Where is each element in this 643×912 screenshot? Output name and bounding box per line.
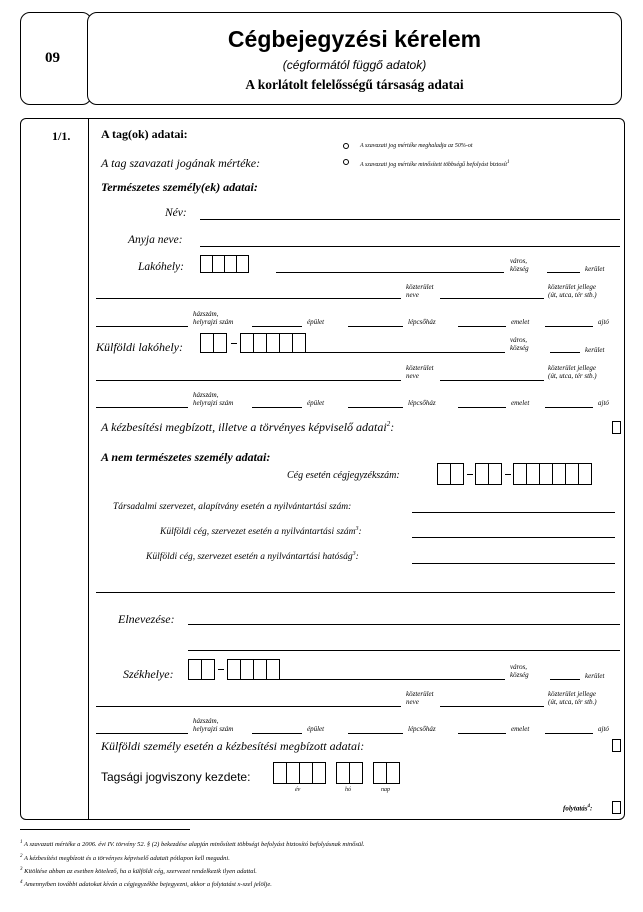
seat-country-box-2[interactable]: [201, 659, 215, 680]
company-reg-box-1[interactable]: [437, 463, 451, 485]
foreign-auth-label: Külföldi cég, szervezet esetén a nyilvántartási hatóság$^3$:: [146, 551, 359, 563]
foreign-agent-checkbox[interactable]: [612, 739, 621, 752]
company-reg-box-3[interactable]: [475, 463, 489, 485]
footnote-divider: [20, 829, 190, 830]
building-field[interactable]: [252, 326, 302, 327]
continuation-checkbox[interactable]: [612, 801, 621, 814]
foreign-agent-label: Külföldi személy esetén a kézbesítési megbízott adatai:: [101, 739, 365, 753]
day-box-2[interactable]: [386, 762, 400, 784]
foreign-building-label: épület: [307, 399, 325, 407]
company-reg-box-2[interactable]: [450, 463, 464, 485]
agent-label: A kézbesítési megbízott, illetve a törvényes képviselő adatai$^2$:: [101, 420, 395, 434]
district-field[interactable]: [547, 272, 580, 273]
continuation-label: folytatás$^4$:: [563, 804, 593, 813]
foreign-country-box-2[interactable]: [213, 333, 227, 353]
city-label: város, község: [510, 257, 529, 273]
seat-staircase-label: lépcsőház: [408, 725, 436, 733]
voting-option-1-label: A szavazati jog mértéke meghaladja az 50%-ot: [360, 143, 473, 149]
seat-staircase-field[interactable]: [348, 733, 403, 734]
name-label: Név:: [165, 207, 187, 219]
city-field[interactable]: [276, 272, 504, 273]
mother-name-field[interactable]: [200, 246, 620, 247]
foreign-reg-field[interactable]: [412, 537, 615, 538]
company-reg-box-10[interactable]: [578, 463, 592, 485]
seat-country-box-1[interactable]: [188, 659, 202, 680]
company-reg-box-4[interactable]: [488, 463, 502, 485]
seat-street-type-field[interactable]: [440, 706, 544, 707]
seat-street-name-label: közterület neve: [406, 690, 434, 706]
street-type-label: közterület jellege (út, utca, tér stb.): [548, 283, 597, 299]
day-label: nap: [381, 787, 390, 793]
company-reg-dash-2: [505, 474, 511, 475]
seat-city-field[interactable]: [280, 679, 505, 680]
foreign-postcode-box-4[interactable]: [279, 333, 293, 353]
foreign-postcode-box-5[interactable]: [292, 333, 306, 353]
footnote-3: $^3$ Kitöltése abban az esetben kötelező, ha a külföldi cég, szervezet rendelkezik ilyen adattal.: [20, 867, 257, 876]
seat-city-label: város, község: [510, 663, 529, 679]
foreign-staircase-field[interactable]: [348, 407, 403, 408]
foreign-street-type-field[interactable]: [440, 380, 544, 381]
footnote-1: $^1$ A szavazati mértéke a 2006. évi IV. törvény 52. § (2) bekezdése alapján minősített többségi befolyást biztosító befolyásnak minősül.: [20, 840, 365, 849]
company-reg-box-7[interactable]: [539, 463, 553, 485]
page-subtitle: (cégformától függő adatok): [282, 58, 427, 72]
voting-label: A tag szavazati jogának mértéke:: [101, 156, 261, 170]
org-reg-label: Társadalmi szervezet, alapítvány esetén a nyilvántartási szám:: [113, 502, 352, 512]
foreign-street-name-label: közterület neve: [406, 364, 434, 380]
foreign-city-field[interactable]: [306, 352, 505, 353]
seat-house-number-label: házszám, helyrajzi szám: [193, 717, 234, 733]
foreign-street-name-field[interactable]: [96, 380, 401, 381]
org-reg-field[interactable]: [412, 512, 615, 513]
seat-building-field[interactable]: [252, 733, 302, 734]
seat-district-label: kerület: [585, 672, 605, 680]
seat-postcode-box-4[interactable]: [266, 659, 280, 680]
page-title: Cégbejegyzési kérelem: [227, 26, 482, 52]
seat-door-label: ajtó: [598, 725, 609, 733]
legal-name-field-1[interactable]: [188, 624, 620, 625]
agent-checkbox[interactable]: [612, 421, 621, 434]
building-label: épület: [307, 318, 325, 326]
foreign-city-label: város, község: [510, 336, 529, 352]
company-reg-dash-1: [467, 474, 473, 475]
year-box-1[interactable]: [273, 762, 287, 784]
foreign-floor-field[interactable]: [458, 407, 506, 408]
staircase-label: lépcsőház: [408, 318, 436, 326]
company-reg-box-6[interactable]: [526, 463, 540, 485]
foreign-postcode-box-2[interactable]: [253, 333, 267, 353]
foreign-district-field[interactable]: [550, 352, 580, 353]
foreign-house-number-field[interactable]: [96, 407, 188, 408]
seat-floor-field[interactable]: [458, 733, 506, 734]
district-label: kerület: [585, 265, 605, 273]
street-name-field[interactable]: [96, 298, 401, 299]
door-field[interactable]: [545, 326, 593, 327]
house-number-field[interactable]: [96, 326, 188, 327]
legal-name-label: Elnevezése:: [118, 612, 175, 626]
seat-label: Székhelye:: [123, 667, 174, 681]
foreign-house-number-label: házszám, helyrajzi szám: [193, 391, 234, 407]
mother-name-label: Anyja neve:: [128, 234, 183, 246]
voting-option-1-radio[interactable]: [343, 143, 349, 149]
foreign-staircase-label: lépcsőház: [408, 399, 436, 407]
month-box-2[interactable]: [349, 762, 363, 784]
month-box-1[interactable]: [336, 762, 350, 784]
seat-district-field[interactable]: [550, 679, 580, 680]
floor-label: emelet: [511, 318, 530, 326]
postcode-box-4[interactable]: [236, 255, 249, 273]
year-box-4[interactable]: [312, 762, 326, 784]
foreign-auth-field[interactable]: [412, 563, 615, 564]
seat-postcode-box-1[interactable]: [227, 659, 241, 680]
foreign-door-label: ajtó: [598, 399, 609, 407]
seat-door-field[interactable]: [545, 733, 593, 734]
month-label: hó: [345, 787, 351, 793]
street-name-label: közterület neve: [406, 283, 434, 299]
section-number: 1/1.: [52, 129, 71, 143]
street-type-field[interactable]: [440, 298, 544, 299]
company-reg-box-8[interactable]: [552, 463, 566, 485]
seat-house-number-field[interactable]: [96, 733, 188, 734]
day-box-1[interactable]: [373, 762, 387, 784]
floor-field[interactable]: [458, 326, 506, 327]
door-label: ajtó: [598, 318, 609, 326]
legal-heading: A nem természetes személy adatai:: [101, 450, 271, 464]
year-box-3[interactable]: [299, 762, 313, 784]
seat-street-name-field[interactable]: [96, 706, 401, 707]
name-field[interactable]: [200, 219, 620, 220]
voting-option-2-label: A szavazati jog mértéke minősített többségű befolyást biztosít$^1$: [360, 160, 510, 168]
foreign-dash: [231, 343, 237, 344]
seat-postcode-box-2[interactable]: [240, 659, 254, 680]
seat-floor-label: emelet: [511, 725, 530, 733]
company-reg-box-9[interactable]: [565, 463, 579, 485]
foreign-country-box-1[interactable]: [200, 333, 214, 353]
foreign-door-field[interactable]: [545, 407, 593, 408]
legal-name-field-2[interactable]: [188, 650, 620, 651]
seat-dash: [218, 669, 224, 670]
seat-building-label: épület: [307, 725, 325, 733]
year-box-2[interactable]: [286, 762, 300, 784]
foreign-floor-label: emelet: [511, 399, 530, 407]
footnote-2: $^2$ A kézbesítési megbízott és a törvényes képviselő adatait pótlapon kell megadni.: [20, 854, 230, 863]
members-heading: A tag(ok) adatai:: [101, 127, 188, 141]
membership-start-label: Tagsági jogviszony kezdete:: [101, 770, 251, 784]
foreign-postcode-box-3[interactable]: [266, 333, 280, 353]
seat-street-type-label: közterület jellege (út, utca, tér stb.): [548, 690, 597, 706]
foreign-street-type-label: közterület jellege (út, utca, tér stb.): [548, 364, 597, 380]
section-title: A korlátolt felelősségű társaság adatai: [245, 77, 464, 92]
foreign-district-label: kerület: [585, 346, 605, 354]
staircase-field[interactable]: [348, 326, 403, 327]
voting-option-2-radio[interactable]: [343, 159, 349, 165]
house-number-label: házszám, helyrajzi szám: [193, 310, 234, 326]
foreign-reg-label: Külföldi cég, szervezet esetén a nyilvántartási szám$^3$:: [160, 526, 362, 538]
company-reg-label: Cég esetén cégjegyzékszám:: [287, 470, 400, 481]
natural-heading: Természetes személy(ek) adatai:: [101, 180, 258, 194]
foreign-residence-label: Külföldi lakóhely:: [96, 340, 183, 354]
year-label: év: [295, 787, 301, 793]
seat-postcode-box-3[interactable]: [253, 659, 267, 680]
footnote-4: $^4$ Amennyiben további adatokat kíván a cégjegyzékbe bejegyezni, akkor a folytatást x-szel jelölje.: [20, 880, 272, 889]
legal-divider: [96, 592, 615, 593]
foreign-postcode-box-1[interactable]: [240, 333, 254, 353]
form-code: 09: [45, 50, 60, 66]
residence-label: Lakóhely:: [138, 261, 184, 273]
foreign-building-field[interactable]: [252, 407, 302, 408]
left-column-divider: [88, 118, 89, 820]
company-reg-box-5[interactable]: [513, 463, 527, 485]
